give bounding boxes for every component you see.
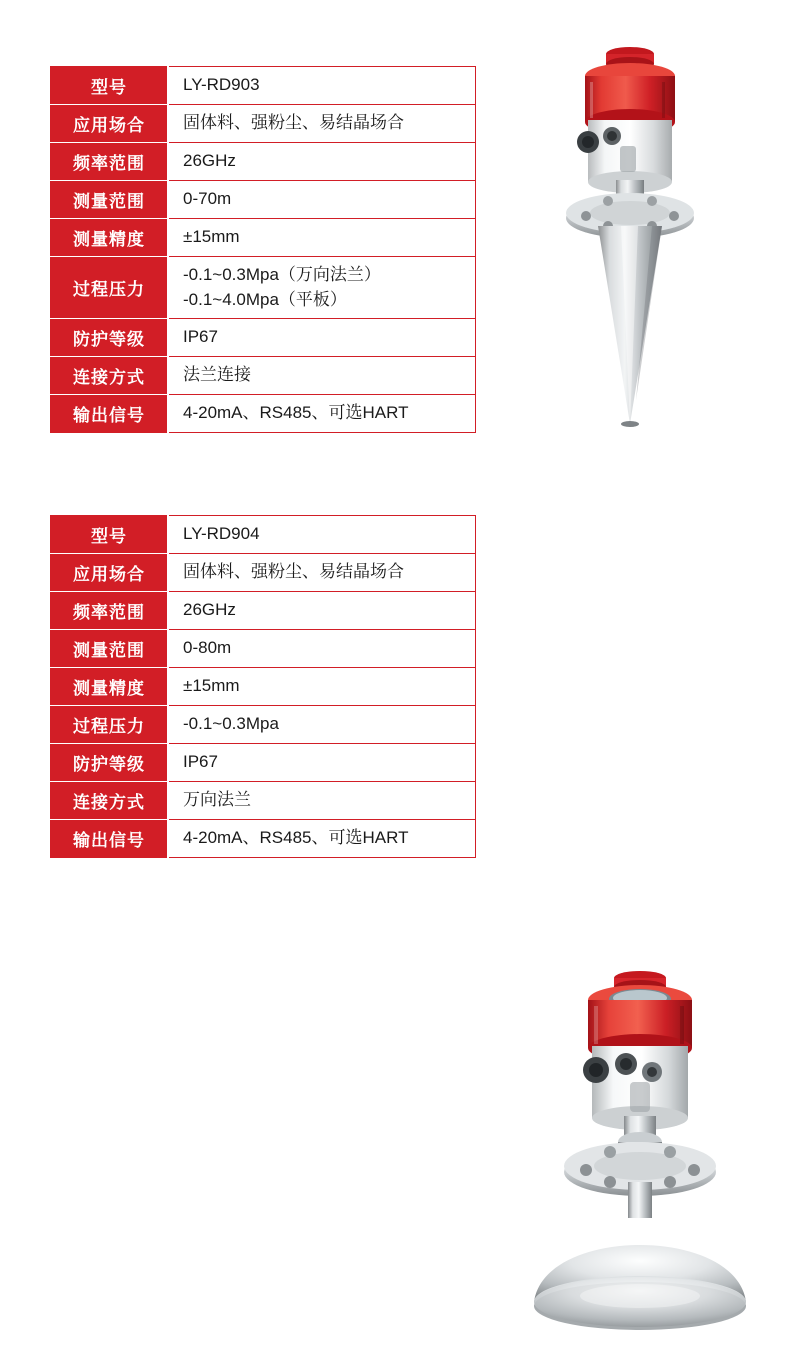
radar-level-meter-parabolic-antenna-icon — [500, 960, 780, 1360]
spec-value: 法兰连接 — [168, 357, 476, 395]
spec-value: 固体料、强粉尘、易结晶场合 — [168, 554, 476, 592]
table-row — [51, 668, 476, 706]
spec-label: 过程压力 — [51, 706, 169, 744]
spec-label: 输出信号 — [51, 820, 169, 858]
spec-value: IP67 — [168, 319, 476, 357]
table-row — [51, 820, 476, 858]
table-row — [51, 219, 476, 257]
spec-value: -0.1~0.3Mpa — [168, 706, 476, 744]
product-block-1 — [0, 0, 790, 470]
spec-value: LY-RD903 — [168, 67, 476, 105]
spec-label: 应用场合 — [51, 105, 169, 143]
spec-value: 26GHz — [168, 592, 476, 630]
spec-value-line-2: -0.1~4.0Mpa（平板） — [183, 289, 347, 309]
radar-level-meter-cone-antenna-icon — [520, 20, 780, 460]
table-row — [51, 395, 476, 433]
table-row — [51, 554, 476, 592]
spec-value: 固体料、强粉尘、易结晶场合 — [168, 105, 476, 143]
spec-value: 4-20mA、RS485、可选HART — [168, 395, 476, 433]
spec-label: 频率范围 — [51, 592, 169, 630]
spec-value: ±15mm — [168, 668, 476, 706]
table-row — [51, 319, 476, 357]
spec-value: 0-80m — [168, 630, 476, 668]
table-row — [51, 357, 476, 395]
spec-value: ±15mm — [168, 219, 476, 257]
spec-label: 防护等级 — [51, 744, 169, 782]
table-row — [51, 257, 476, 319]
spec-value: 26GHz — [168, 143, 476, 181]
spec-label: 连接方式 — [51, 357, 169, 395]
spec-table-1 — [50, 66, 476, 433]
spec-label: 型号 — [51, 516, 169, 554]
spec-label: 过程压力 — [51, 257, 169, 319]
spec-label: 输出信号 — [51, 395, 169, 433]
table-row — [51, 105, 476, 143]
spec-value: LY-RD904 — [168, 516, 476, 554]
spec-label: 测量精度 — [51, 219, 169, 257]
table-row — [51, 592, 476, 630]
spec-value-line-1: -0.1~0.3Mpa（万向法兰） — [183, 265, 381, 284]
spec-label: 型号 — [51, 67, 169, 105]
spec-value: IP67 — [168, 744, 476, 782]
table-row — [51, 516, 476, 554]
spec-label: 连接方式 — [51, 782, 169, 820]
table-row — [51, 630, 476, 668]
spec-label: 应用场合 — [51, 554, 169, 592]
spec-label: 防护等级 — [51, 319, 169, 357]
table-row — [51, 181, 476, 219]
spec-label: 频率范围 — [51, 143, 169, 181]
table-row — [51, 744, 476, 782]
table-row — [51, 782, 476, 820]
product-block-2 — [0, 470, 790, 897]
spec-value — [168, 257, 476, 319]
spec-label: 测量精度 — [51, 668, 169, 706]
spec-value: 4-20mA、RS485、可选HART — [168, 820, 476, 858]
spec-value: 万向法兰 — [168, 782, 476, 820]
table-row — [51, 706, 476, 744]
spec-label: 测量范围 — [51, 181, 169, 219]
table-row — [51, 67, 476, 105]
spec-label: 测量范围 — [51, 630, 169, 668]
spec-value: 0-70m — [168, 181, 476, 219]
table-row — [51, 143, 476, 181]
spec-table-2 — [50, 515, 476, 858]
